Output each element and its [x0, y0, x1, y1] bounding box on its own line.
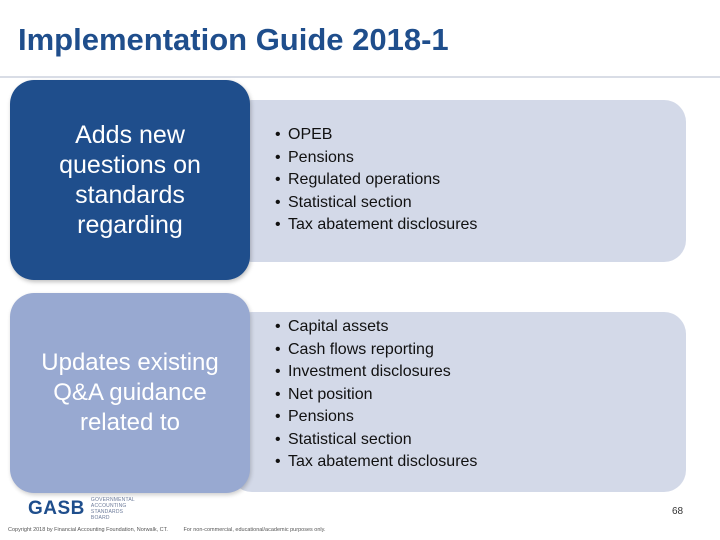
section-2-bullet-list: [275, 316, 477, 474]
bullet-item: • Pensions: [275, 147, 477, 170]
bullet-item: • Net position: [275, 384, 477, 407]
section-1-bullet-list: [275, 124, 477, 237]
bullet-item: • Tax abatement disclosures: [275, 214, 477, 237]
bullet-item: • Investment disclosures: [275, 361, 477, 384]
bullet-item: • OPEB: [275, 124, 477, 147]
bullet-item: • Statistical section: [275, 192, 477, 215]
bullet-item: • Regulated operations: [275, 169, 477, 192]
page-number: 68: [672, 506, 684, 517]
title-divider: [0, 76, 720, 78]
bullet-item: • Cash flows reporting: [275, 339, 477, 362]
bullet-item: • Tax abatement disclosures: [275, 451, 477, 474]
section-1-label-tile: [10, 80, 250, 280]
section-2-label: Updates existing Q&A guidance related to: [41, 349, 219, 436]
logo-subtitle: GOVERNMENTAL ACCOUNTING STANDARDS BOARD: [90, 497, 135, 521]
footer-notice: For non-commercial, educational/academic purposes only.: [183, 527, 326, 533]
slide-title: Implementation Guide 2018-1: [18, 22, 449, 57]
section-2-label-tile: [10, 293, 250, 493]
section-1-label: Adds new questions on standards regarding: [59, 121, 201, 239]
footer: [8, 527, 712, 533]
bullet-item: • Pensions: [275, 406, 477, 429]
bullet-item: • Capital assets: [275, 316, 477, 339]
footer-copyright: Copyright 2018 by Financial Accounting Foundation, Norwalk, CT.: [8, 527, 168, 533]
gasb-logo: [28, 497, 139, 521]
logo-mark: GASB: [28, 498, 85, 519]
bullet-item: • Statistical section: [275, 429, 477, 452]
